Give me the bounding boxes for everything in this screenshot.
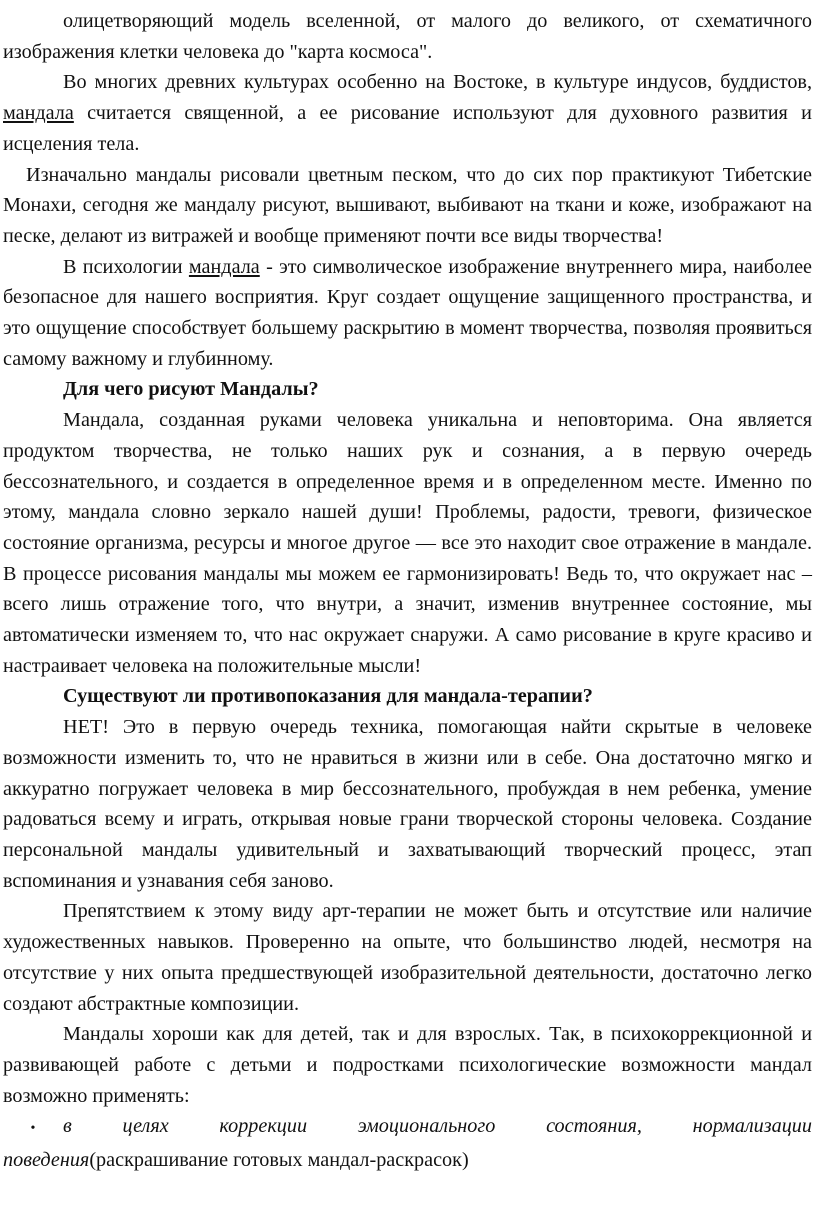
paragraph-7-text: Препятствием к этому виду арт-терапии не может быть и отсутствие или наличие художественных навыков. Проверенно на опыте, что большинство людей, несмотря на отсутствие у них опыта предшествующей изобразительной деятельности, достаточно легко создают абстрактные композиции. xyxy=(3,900,812,1015)
paragraph-7 xyxy=(3,896,812,1019)
paragraph-3-text: Изначально мандалы рисовали цветным песком, что до сих пор практикуют Тибетские Монахи, сегодня же мандалу рисуют, вышивают, выбивают на ткани и коже, изображают на песке, делают из витражей и вообще применяют почти все виды творчества! xyxy=(3,163,812,247)
mandala-link[interactable]: мандала xyxy=(3,102,74,125)
bullet-item-1 xyxy=(3,1111,812,1175)
bullet-1-normal: (раскрашивание готовых мандал-раскрасок) xyxy=(89,1149,469,1172)
paragraph-2-after: считается священной, а ее рисование используют для духовного развития и исцеления тела. xyxy=(3,102,812,155)
paragraph-4-before: В психологии xyxy=(63,255,189,278)
paragraph-6-text: НЕТ! Это в первую очередь техника, помогающая найти скрытые в человеке возможности изменить то, что не нравиться в жизни или в себе. Она достаточно мягко и аккуратно погружает человека в мир бессознательного, пробуждая в нем ребенка, умение радоваться всему и играть, открывая новые грани творческой стороны человека. Создание персональной мандалы удивительный и захватывающий творческий процесс, этап вспоминания и узнавания себя заново. xyxy=(3,716,812,892)
paragraph-8 xyxy=(3,1019,812,1111)
paragraph-4 xyxy=(3,252,812,375)
heading-why-draw: Для чего рисуют Мандалы? xyxy=(63,378,319,401)
bullet-1-italic: в целях коррекции эмоционального состояния, нормализации поведения xyxy=(3,1115,812,1172)
paragraph-1 xyxy=(3,6,812,67)
paragraph-8-text: Мандалы хороши как для детей, так и для взрослых. Так, в психокоррекционной и развивающей работе с детьми и подростками психологические возможности мандал возможно применять: xyxy=(3,1023,812,1107)
paragraph-2-before: Во многих древних культурах особенно на Востоке, в культуре индусов, буддистов, xyxy=(63,71,812,94)
heading-contraindications: Существуют ли противопоказания для мандала-терапии? xyxy=(63,685,593,708)
paragraph-2 xyxy=(3,67,812,159)
paragraph-5-text: Мандала, созданная руками человека уникальна и неповторима. Она является продуктом творчества, не только наших рук и сознания, а в первую очередь бессознательного, и создается в определенное время и в определенном месте. Именно по этому, мандала словно зеркало нашей души! Проблемы, радости, тревоги, физическое состояние организма, ресурсы и многое другое — все это находит свое отражение в мандале. В процессе рисования мандалы мы можем ее гармонизировать! Ведь то, что окружает нас – всего лишь отражение того, что внутри, а значит, изменив внутреннее состояние, мы автоматически изменяем то, что нас окружает снаружи. А само рисование в круге красиво и настраивает человека на положительные мысли! xyxy=(3,409,812,677)
bullet-icon: • xyxy=(30,1121,36,1137)
paragraph-5 xyxy=(3,405,812,681)
paragraph-4-after: - это символическое изображение внутреннего мира, наиболее безопасное для нашего восприятия. Круг создает ощущение защищенного пространства, и это ощущение способствует большему раскрытию в момент творчества, позволяя проявиться самому важному и глубинному. xyxy=(3,255,812,370)
paragraph-3 xyxy=(3,160,812,252)
paragraph-1-text: олицетворяющий модель вселенной, от малого до великого, от схематичного изображения клетки человека до "карта космоса". xyxy=(3,10,812,63)
mandala-link-2[interactable]: мандала xyxy=(188,255,260,278)
paragraph-6 xyxy=(3,712,812,896)
